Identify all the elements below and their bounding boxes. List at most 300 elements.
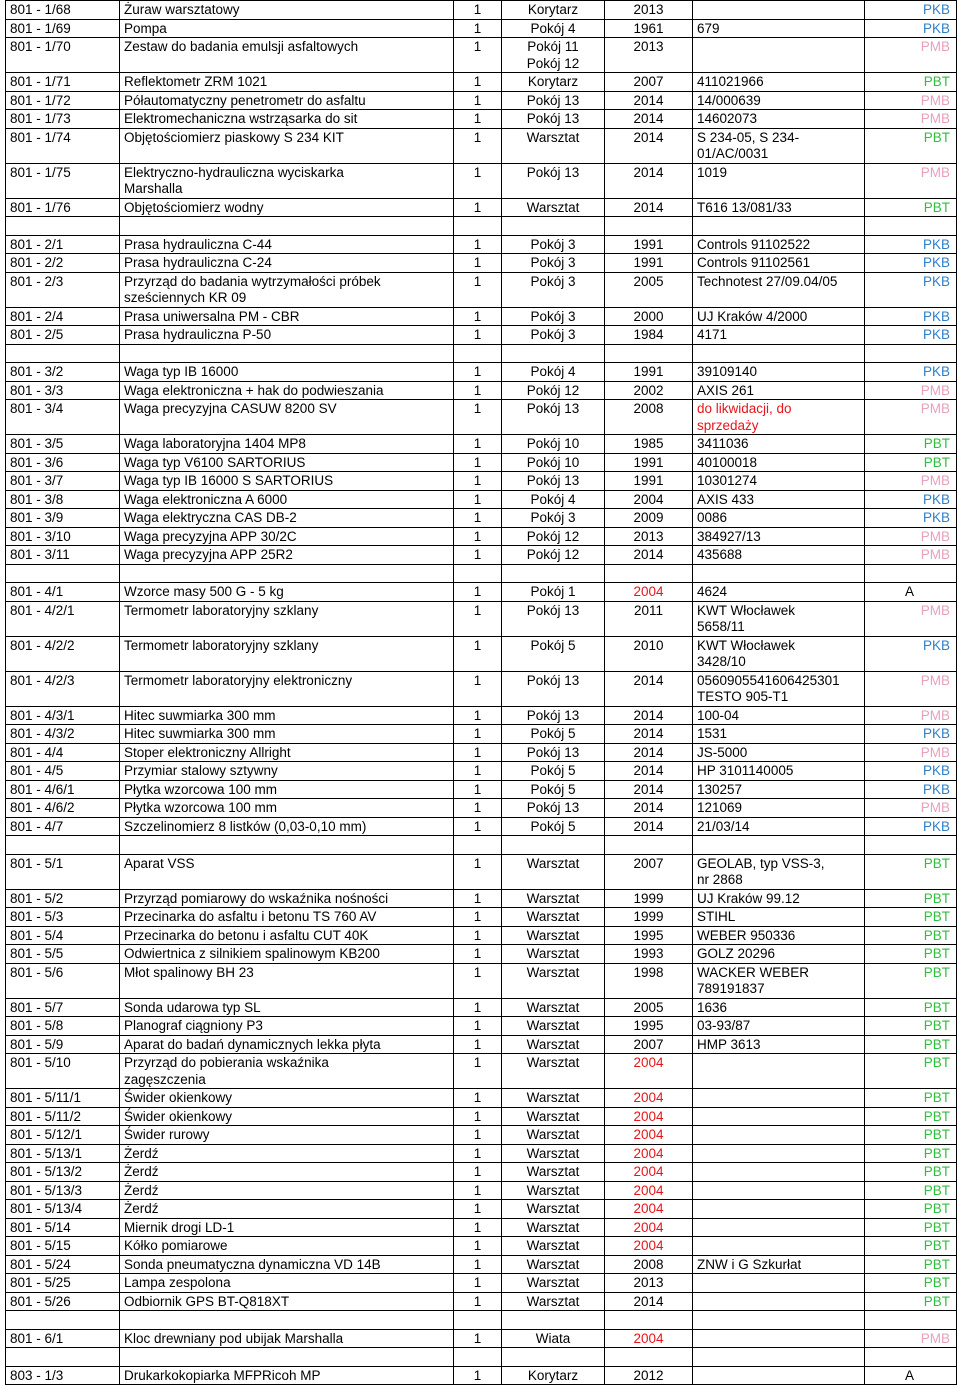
- equipment-name-cell: Kółko pomiarowe: [120, 1237, 454, 1256]
- equipment-name-cell: Hitec suwmiarka 300 mm: [120, 706, 454, 725]
- quantity-cell: 1: [454, 583, 502, 602]
- year-cell: 2014: [605, 163, 693, 198]
- inventory-number-cell: 801 - 4/4: [6, 743, 120, 762]
- serial-number-cell: 0086: [693, 509, 865, 528]
- location-cell: Pokój 3: [502, 254, 605, 273]
- serial-number-cell: 384927/13: [693, 527, 865, 546]
- inventory-number-cell: 801 - 5/8: [6, 1017, 120, 1036]
- quantity-cell: 1: [454, 1200, 502, 1219]
- table-row: [6, 1200, 957, 1219]
- equipment-name-cell: Waga elektryczna CAS DB-2: [120, 509, 454, 528]
- table-row: [6, 19, 957, 38]
- inventory-number-cell: 801 - 5/13/1: [6, 1144, 120, 1163]
- inventory-number-cell: 801 - 5/10: [6, 1054, 120, 1089]
- empty-cell: [502, 564, 605, 583]
- serial-number-cell: [693, 1274, 865, 1293]
- location-cell: Warsztat: [502, 1017, 605, 1036]
- group-code-cell: PMB: [865, 601, 957, 636]
- table-row: [6, 91, 957, 110]
- inventory-number-cell: 801 - 5/4: [6, 926, 120, 945]
- empty-cell: [6, 217, 120, 236]
- year-cell: 2011: [605, 601, 693, 636]
- location-cell: Pokój 3: [502, 307, 605, 326]
- group-code-cell: PKB: [865, 762, 957, 781]
- quantity-cell: 1: [454, 110, 502, 129]
- inventory-number-cell: 801 - 3/9: [6, 509, 120, 528]
- equipment-name-cell: Przyrząd pomiarowy do wskaźnika nośności: [120, 889, 454, 908]
- inventory-number-cell: 801 - 5/9: [6, 1035, 120, 1054]
- year-cell: 2012: [605, 1366, 693, 1385]
- equipment-name-cell: Waga typ IB 16000 S SARTORIUS: [120, 472, 454, 491]
- group-code-cell: PKB: [865, 1, 957, 20]
- quantity-cell: 1: [454, 307, 502, 326]
- group-code-cell: PMB: [865, 743, 957, 762]
- table-row: [6, 472, 957, 491]
- empty-cell: [502, 836, 605, 855]
- location-cell: Pokój 3: [502, 272, 605, 307]
- location-cell: Pokój 4: [502, 490, 605, 509]
- serial-number-cell: GEOLAB, typ VSS-3, nr 2868: [693, 854, 865, 889]
- year-cell: 2014: [605, 91, 693, 110]
- group-code-cell: PKB: [865, 326, 957, 345]
- equipment-name-cell: Przecinarka do betonu i asfaltu CUT 40K: [120, 926, 454, 945]
- serial-number-cell: KWT Włocławek 3428/10: [693, 636, 865, 671]
- empty-cell: [693, 564, 865, 583]
- table-row: [6, 1144, 957, 1163]
- inventory-number-cell: 801 - 4/5: [6, 762, 120, 781]
- serial-number-cell: S 234-05, S 234- 01/AC/0031: [693, 128, 865, 163]
- year-cell: 1991: [605, 472, 693, 491]
- serial-number-cell: GOLZ 20296: [693, 945, 865, 964]
- equipment-name-cell: Przecinarka do asfaltu i betonu TS 760 AV: [120, 908, 454, 927]
- table-row: [6, 490, 957, 509]
- group-code-cell: PKB: [865, 235, 957, 254]
- inventory-number-cell: 801 - 1/76: [6, 198, 120, 217]
- inventory-number-cell: 801 - 5/24: [6, 1255, 120, 1274]
- table-row: [6, 509, 957, 528]
- inventory-number-cell: 801 - 2/1: [6, 235, 120, 254]
- location-cell: Pokój 12: [502, 527, 605, 546]
- quantity-cell: 1: [454, 1292, 502, 1311]
- equipment-name-cell: Kloc drewniany pod ubijak Marshalla: [120, 1329, 454, 1348]
- equipment-name-cell: Termometr laboratoryjny szklany: [120, 636, 454, 671]
- table-row: [6, 743, 957, 762]
- table-row: [6, 1366, 957, 1385]
- empty-cell: [454, 564, 502, 583]
- location-cell: Pokój 13: [502, 799, 605, 818]
- location-cell: Warsztat: [502, 1035, 605, 1054]
- serial-number-cell: 435688: [693, 546, 865, 565]
- group-code-cell: PKB: [865, 363, 957, 382]
- quantity-cell: 1: [454, 780, 502, 799]
- location-cell: Warsztat: [502, 908, 605, 927]
- year-cell: 2005: [605, 998, 693, 1017]
- inventory-number-cell: 801 - 1/71: [6, 73, 120, 92]
- empty-cell: [454, 344, 502, 363]
- quantity-cell: 1: [454, 19, 502, 38]
- equipment-name-cell: Prasa hydrauliczna C-44: [120, 235, 454, 254]
- serial-number-cell: [693, 38, 865, 73]
- year-cell: 2008: [605, 400, 693, 435]
- equipment-name-cell: Młot spalinowy BH 23: [120, 963, 454, 998]
- equipment-name-cell: Waga elektroniczna A 6000: [120, 490, 454, 509]
- equipment-name-cell: Stoper elektroniczny Allright: [120, 743, 454, 762]
- serial-number-cell: [693, 1366, 865, 1385]
- table-row: [6, 854, 957, 889]
- year-cell: 1998: [605, 963, 693, 998]
- location-cell: Warsztat: [502, 926, 605, 945]
- quantity-cell: 1: [454, 762, 502, 781]
- quantity-cell: 1: [454, 546, 502, 565]
- inventory-number-cell: 801 - 3/10: [6, 527, 120, 546]
- empty-cell: [6, 1311, 120, 1330]
- year-cell: 2013: [605, 527, 693, 546]
- spacer-row: [6, 836, 957, 855]
- table-row: [6, 725, 957, 744]
- year-cell: 2004: [605, 1218, 693, 1237]
- empty-cell: [454, 217, 502, 236]
- quantity-cell: 1: [454, 963, 502, 998]
- equipment-name-cell: Świder okienkowy: [120, 1107, 454, 1126]
- quantity-cell: 1: [454, 1255, 502, 1274]
- location-cell: Pokój 13: [502, 110, 605, 129]
- inventory-number-cell: 801 - 3/3: [6, 381, 120, 400]
- quantity-cell: 1: [454, 472, 502, 491]
- serial-number-cell: WACKER WEBER 789191837: [693, 963, 865, 998]
- empty-cell: [605, 1311, 693, 1330]
- location-cell: Warsztat: [502, 1237, 605, 1256]
- inventory-number-cell: 801 - 6/1: [6, 1329, 120, 1348]
- quantity-cell: 1: [454, 400, 502, 435]
- group-code-cell: PBT: [865, 1255, 957, 1274]
- empty-cell: [502, 1348, 605, 1367]
- group-code-cell: PBT: [865, 1200, 957, 1219]
- serial-number-cell: Technotest 27/09.04/05: [693, 272, 865, 307]
- location-cell: Wiata: [502, 1329, 605, 1348]
- group-code-cell: PMB: [865, 91, 957, 110]
- location-cell: Warsztat: [502, 1054, 605, 1089]
- table-row: [6, 163, 957, 198]
- location-cell: Pokój 1: [502, 583, 605, 602]
- table-row: [6, 1054, 957, 1089]
- location-cell: Korytarz: [502, 1, 605, 20]
- quantity-cell: 1: [454, 254, 502, 273]
- inventory-number-cell: 801 - 4/3/1: [6, 706, 120, 725]
- year-cell: 2009: [605, 509, 693, 528]
- inventory-number-cell: 801 - 1/74: [6, 128, 120, 163]
- location-cell: Pokój 5: [502, 725, 605, 744]
- serial-number-cell: AXIS 261: [693, 381, 865, 400]
- empty-cell: [6, 836, 120, 855]
- empty-cell: [502, 1311, 605, 1330]
- inventory-number-cell: 801 - 3/7: [6, 472, 120, 491]
- location-cell: Pokój 10: [502, 453, 605, 472]
- group-code-cell: PBT: [865, 889, 957, 908]
- spacer-row: [6, 344, 957, 363]
- location-cell: Pokój 13: [502, 163, 605, 198]
- group-code-cell: PBT: [865, 963, 957, 998]
- serial-number-cell: 130257: [693, 780, 865, 799]
- equipment-name-cell: Planograf ciągniony P3: [120, 1017, 454, 1036]
- equipment-name-cell: Świder okienkowy: [120, 1089, 454, 1108]
- table-row: [6, 307, 957, 326]
- location-cell: Pokój 4: [502, 363, 605, 382]
- quantity-cell: 1: [454, 1366, 502, 1385]
- equipment-name-cell: Pompa: [120, 19, 454, 38]
- serial-number-cell: 39109140: [693, 363, 865, 382]
- inventory-number-cell: 801 - 4/7: [6, 817, 120, 836]
- group-code-cell: PBT: [865, 1035, 957, 1054]
- group-code-cell: PMB: [865, 799, 957, 818]
- quantity-cell: 1: [454, 509, 502, 528]
- location-cell: Pokój 12: [502, 381, 605, 400]
- serial-number-cell: KWT Włocławek 5658/11: [693, 601, 865, 636]
- empty-cell: [693, 836, 865, 855]
- group-code-cell: PMB: [865, 671, 957, 706]
- serial-number-cell: UJ Kraków 99.12: [693, 889, 865, 908]
- group-code-cell: PKB: [865, 490, 957, 509]
- empty-cell: [865, 564, 957, 583]
- quantity-cell: 1: [454, 527, 502, 546]
- empty-cell: [865, 217, 957, 236]
- inventory-number-cell: 801 - 1/69: [6, 19, 120, 38]
- empty-cell: [6, 1348, 120, 1367]
- table-row: [6, 1274, 957, 1293]
- serial-number-cell: HMP 3613: [693, 1035, 865, 1054]
- equipment-name-cell: Sonda udarowa typ SL: [120, 998, 454, 1017]
- serial-number-cell: 40100018: [693, 453, 865, 472]
- quantity-cell: 1: [454, 1218, 502, 1237]
- quantity-cell: 1: [454, 128, 502, 163]
- group-code-cell: PKB: [865, 19, 957, 38]
- year-cell: 1991: [605, 363, 693, 382]
- year-cell: 2014: [605, 198, 693, 217]
- equipment-name-cell: Przymiar stalowy sztywny: [120, 762, 454, 781]
- inventory-number-cell: 801 - 5/7: [6, 998, 120, 1017]
- serial-number-cell: [693, 1144, 865, 1163]
- group-code-cell: PBT: [865, 435, 957, 454]
- location-cell: Pokój 4: [502, 19, 605, 38]
- serial-number-cell: do likwidacji, do sprzedaży: [693, 400, 865, 435]
- serial-number-cell: 14602073: [693, 110, 865, 129]
- table-row: [6, 1255, 957, 1274]
- table-row: [6, 998, 957, 1017]
- inventory-number-cell: 801 - 4/2/2: [6, 636, 120, 671]
- year-cell: 1985: [605, 435, 693, 454]
- table-row: [6, 1089, 957, 1108]
- location-cell: Pokój 3: [502, 509, 605, 528]
- equipment-name-cell: Reflektometr ZRM 1021: [120, 73, 454, 92]
- equipment-name-cell: Waga precyzyjna APP 25R2: [120, 546, 454, 565]
- location-cell: Pokój 3: [502, 235, 605, 254]
- equipment-name-cell: Drukarkokopiarka MFPRicoh MP: [120, 1366, 454, 1385]
- table-row: [6, 799, 957, 818]
- table-row: [6, 546, 957, 565]
- quantity-cell: 1: [454, 743, 502, 762]
- equipment-name-cell: Żerdź: [120, 1144, 454, 1163]
- inventory-number-cell: 801 - 2/3: [6, 272, 120, 307]
- table-row: [6, 636, 957, 671]
- group-code-cell: PKB: [865, 817, 957, 836]
- year-cell: 1999: [605, 908, 693, 927]
- table-row: [6, 1035, 957, 1054]
- group-code-cell: PMB: [865, 527, 957, 546]
- quantity-cell: 1: [454, 1035, 502, 1054]
- inventory-number-cell: 801 - 5/26: [6, 1292, 120, 1311]
- year-cell: 2014: [605, 743, 693, 762]
- serial-number-cell: STIHL: [693, 908, 865, 927]
- table-row: [6, 38, 957, 73]
- quantity-cell: 1: [454, 381, 502, 400]
- table-row: [6, 671, 957, 706]
- inventory-number-cell: 801 - 1/70: [6, 38, 120, 73]
- serial-number-cell: [693, 1200, 865, 1219]
- equipment-name-cell: Aparat do badań dynamicznych lekka płyta: [120, 1035, 454, 1054]
- group-code-cell: PMB: [865, 400, 957, 435]
- group-code-cell: PKB: [865, 509, 957, 528]
- serial-number-cell: AXIS 433: [693, 490, 865, 509]
- group-code-cell: A: [865, 583, 957, 602]
- serial-number-cell: Controls 91102561: [693, 254, 865, 273]
- spacer-row: [6, 1311, 957, 1330]
- location-cell: Warsztat: [502, 1292, 605, 1311]
- empty-cell: [605, 1348, 693, 1367]
- table-row: [6, 198, 957, 217]
- inventory-number-cell: 801 - 4/3/2: [6, 725, 120, 744]
- serial-number-cell: 21/03/14: [693, 817, 865, 836]
- serial-number-cell: 1636: [693, 998, 865, 1017]
- group-code-cell: PBT: [865, 1292, 957, 1311]
- table-row: [6, 400, 957, 435]
- inventory-number-cell: 801 - 5/13/3: [6, 1181, 120, 1200]
- quantity-cell: 1: [454, 601, 502, 636]
- group-code-cell: A: [865, 1366, 957, 1385]
- serial-number-cell: 1531: [693, 725, 865, 744]
- location-cell: Pokój 13: [502, 601, 605, 636]
- equipment-name-cell: Waga precyzyjna APP 30/2C: [120, 527, 454, 546]
- serial-number-cell: 03-93/87: [693, 1017, 865, 1036]
- year-cell: 2004: [605, 1107, 693, 1126]
- quantity-cell: 1: [454, 272, 502, 307]
- year-cell: 2013: [605, 1, 693, 20]
- quantity-cell: 1: [454, 235, 502, 254]
- quantity-cell: 1: [454, 908, 502, 927]
- quantity-cell: 1: [454, 926, 502, 945]
- table-row: [6, 583, 957, 602]
- equipment-name-cell: Miernik drogi LD-1: [120, 1218, 454, 1237]
- serial-number-cell: [693, 1329, 865, 1348]
- empty-cell: [865, 344, 957, 363]
- group-code-cell: PBT: [865, 1107, 957, 1126]
- equipment-name-cell: Żuraw warsztatowy: [120, 1, 454, 20]
- quantity-cell: 1: [454, 326, 502, 345]
- serial-number-cell: [693, 1126, 865, 1145]
- quantity-cell: 1: [454, 363, 502, 382]
- serial-number-cell: Controls 91102522: [693, 235, 865, 254]
- quantity-cell: 1: [454, 1017, 502, 1036]
- spacer-row: [6, 564, 957, 583]
- location-cell: Pokój 12: [502, 546, 605, 565]
- serial-number-cell: [693, 1054, 865, 1089]
- empty-cell: [120, 564, 454, 583]
- year-cell: 2004: [605, 1329, 693, 1348]
- table-row: [6, 1017, 957, 1036]
- inventory-number-cell: 801 - 3/8: [6, 490, 120, 509]
- empty-cell: [693, 344, 865, 363]
- quantity-cell: 1: [454, 73, 502, 92]
- quantity-cell: 1: [454, 1329, 502, 1348]
- table-row: [6, 1237, 957, 1256]
- group-code-cell: PKB: [865, 254, 957, 273]
- year-cell: 2014: [605, 817, 693, 836]
- table-row: [6, 963, 957, 998]
- location-cell: Korytarz: [502, 73, 605, 92]
- quantity-cell: 1: [454, 1, 502, 20]
- empty-cell: [693, 217, 865, 236]
- table-body: [6, 1, 957, 1385]
- location-cell: Warsztat: [502, 889, 605, 908]
- serial-number-cell: 411021966: [693, 73, 865, 92]
- year-cell: 1993: [605, 945, 693, 964]
- group-code-cell: PBT: [865, 128, 957, 163]
- quantity-cell: 1: [454, 1181, 502, 1200]
- table-row: [6, 945, 957, 964]
- empty-cell: [454, 836, 502, 855]
- quantity-cell: 1: [454, 38, 502, 73]
- group-code-cell: PBT: [865, 1089, 957, 1108]
- empty-cell: [502, 217, 605, 236]
- equipment-name-cell: Waga typ V6100 SARTORIUS: [120, 453, 454, 472]
- inventory-number-cell: 801 - 4/2/3: [6, 671, 120, 706]
- inventory-number-cell: 801 - 5/15: [6, 1237, 120, 1256]
- group-code-cell: PKB: [865, 272, 957, 307]
- year-cell: 2004: [605, 1144, 693, 1163]
- table-row: [6, 1126, 957, 1145]
- empty-cell: [865, 1348, 957, 1367]
- equipment-name-cell: Elektryczno-hydrauliczna wyciskarka Marshalla: [120, 163, 454, 198]
- serial-number-cell: 10301274: [693, 472, 865, 491]
- equipment-name-cell: Termometr laboratoryjny elektroniczny: [120, 671, 454, 706]
- year-cell: 2004: [605, 1237, 693, 1256]
- table-row: [6, 780, 957, 799]
- equipment-name-cell: Lampa zespolona: [120, 1274, 454, 1293]
- location-cell: Warsztat: [502, 998, 605, 1017]
- serial-number-cell: 0560905541606425301 TESTO 905-T1: [693, 671, 865, 706]
- equipment-name-cell: Zestaw do badania emulsji asfaltowych: [120, 38, 454, 73]
- empty-cell: [605, 564, 693, 583]
- equipment-name-cell: Objętościomierz wodny: [120, 198, 454, 217]
- year-cell: 2004: [605, 1181, 693, 1200]
- quantity-cell: 1: [454, 490, 502, 509]
- group-code-cell: PBT: [865, 1017, 957, 1036]
- group-code-cell: PBT: [865, 1054, 957, 1089]
- quantity-cell: 1: [454, 799, 502, 818]
- inventory-number-cell: 801 - 1/75: [6, 163, 120, 198]
- group-code-cell: PBT: [865, 854, 957, 889]
- year-cell: 2004: [605, 490, 693, 509]
- location-cell: Warsztat: [502, 1218, 605, 1237]
- equipment-name-cell: Odbiornik GPS BT-Q818XT: [120, 1292, 454, 1311]
- location-cell: Warsztat: [502, 1181, 605, 1200]
- empty-cell: [865, 1311, 957, 1330]
- empty-cell: [120, 217, 454, 236]
- year-cell: 2004: [605, 1163, 693, 1182]
- equipment-name-cell: Żerdź: [120, 1200, 454, 1219]
- inventory-number-cell: 801 - 5/12/1: [6, 1126, 120, 1145]
- location-cell: Pokój 10: [502, 435, 605, 454]
- equipment-name-cell: Waga precyzyjna CASUW 8200 SV: [120, 400, 454, 435]
- inventory-number-cell: 801 - 5/3: [6, 908, 120, 927]
